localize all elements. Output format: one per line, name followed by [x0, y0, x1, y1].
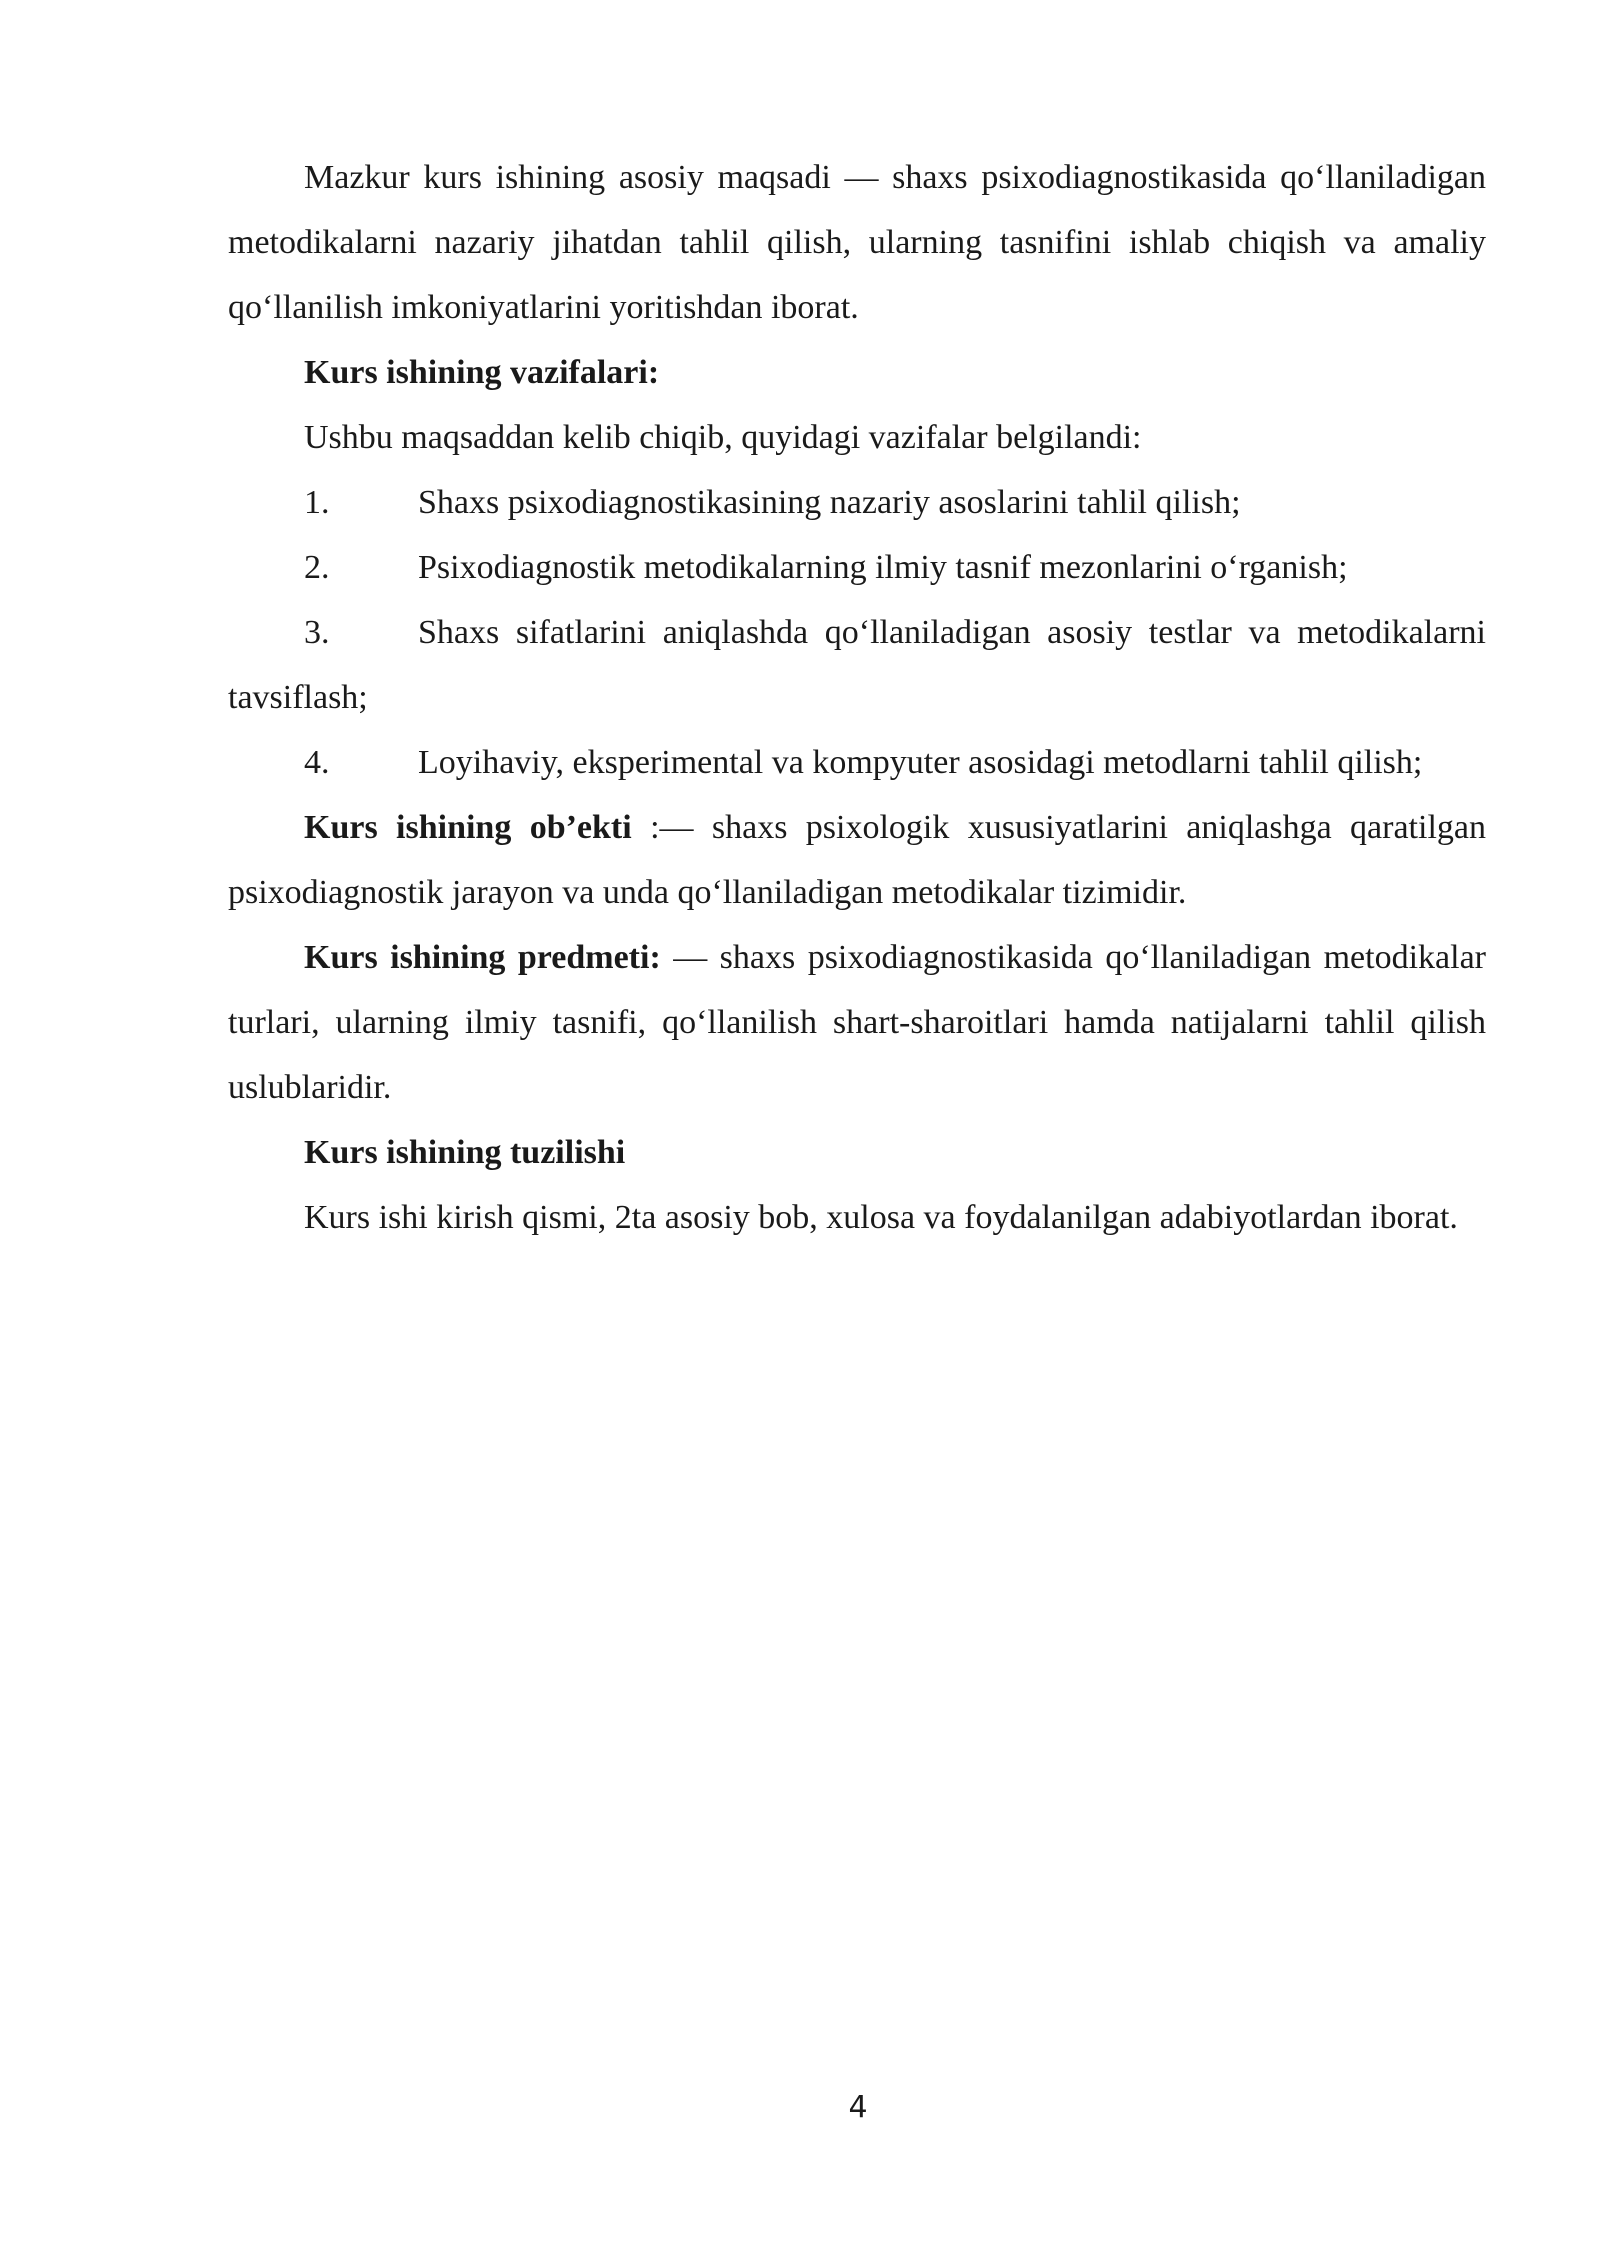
task-text: Psixodiagnostik metodikalarning ilmiy tasnif mezonlarini o‘rganish;: [418, 549, 1348, 586]
object-paragraph: [228, 795, 1486, 925]
subject-text: — shaxs psixodiagnostikasida qo‘llaniladigan metodikalar turlari, ularning ilmiy tasnifi, qo‘llanilish shart-sharoitlari hamda natijalarni tahlil qilish uslublaridir.: [228, 939, 1486, 1106]
task-item-1: [228, 470, 1486, 535]
task-text: Loyihaviy, eksperimental va kompyuter asosidagi metodlarni tahlil qilish;: [418, 744, 1423, 781]
tasks-intro: Ushbu maqsaddan kelib chiqib, quyidagi vazifalar belgilandi:: [304, 419, 1142, 456]
task-number: 4.: [304, 744, 330, 781]
object-text: :— shaxs psixologik xususiyatlarini aniqlashga qaratilgan psixodiagnostik jarayon va unda qo‘llaniladigan metodikalar tizimidir.: [228, 809, 1486, 911]
task-number: 1.: [304, 484, 330, 521]
tasks-heading: Kurs ishining vazifalari:: [304, 354, 660, 391]
subject-label: Kurs ishining predmeti:: [304, 939, 661, 976]
structure-heading: Kurs ishining tuzilishi: [304, 1134, 626, 1171]
intro-paragraph: Mazkur kurs ishining asosiy maqsadi — shaxs psixodiagnostikasida qo‘llaniladigan metodikalarni nazariy jihatdan tahlil qilish, ularning tasnifini ishlab chiqish va amaliy qo‘llanilish imkoniyatlarini yoritishdan iborat.: [228, 159, 1486, 326]
task-item-2: [228, 535, 1486, 600]
structure-paragraph: Kurs ishi kirish qismi, 2ta asosiy bob, xulosa va foydalanilgan adabiyotlardan iborat.: [304, 1199, 1458, 1236]
subject-paragraph: [228, 925, 1486, 1120]
task-number: 2.: [304, 549, 330, 586]
page-number: 4: [848, 2090, 868, 2125]
page-content: [228, 145, 1486, 1250]
task-text: Shaxs psixodiagnostikasining nazariy asoslarini tahlil qilish;: [418, 484, 1241, 521]
task-item-4: [228, 730, 1486, 795]
task-text: Shaxs sifatlarini aniqlashda qo‘llaniladigan asosiy testlar va metodikalarni tavsiflash;: [228, 614, 1486, 716]
task-number: 3.: [304, 614, 330, 651]
object-label: Kurs ishining ob’ekti: [304, 809, 632, 846]
task-item-3: [228, 600, 1486, 730]
